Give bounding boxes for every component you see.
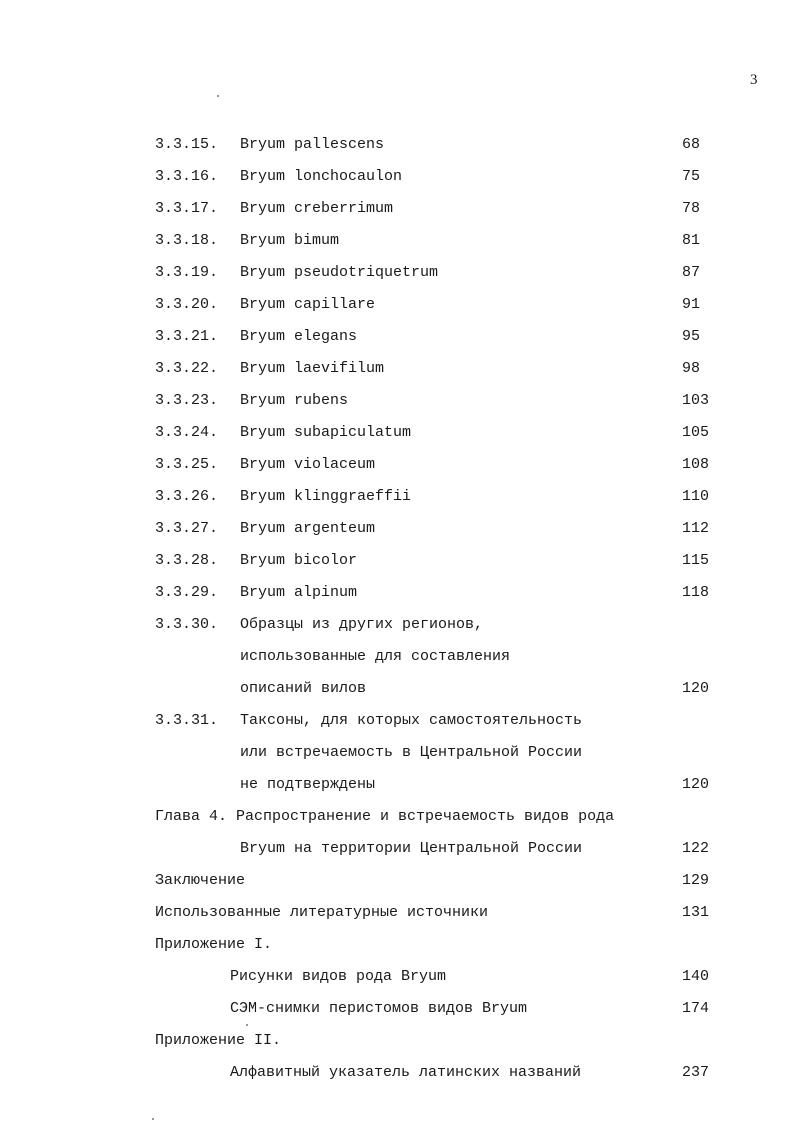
entry-title: использованные для составления: [240, 648, 511, 665]
page-ref: 174: [682, 1000, 710, 1017]
page-ref: 81: [682, 232, 701, 249]
page-ref: 115: [682, 552, 710, 569]
section-title: Приложение II.: [155, 1032, 282, 1049]
page-ref: 131: [682, 904, 710, 921]
section-number: 3.3.27.: [155, 520, 219, 537]
page-ref: 68: [682, 136, 701, 153]
toc-entry: [0, 294, 793, 326]
section-number: 3.3.18.: [155, 232, 219, 249]
entry-title: Bryum pallescens: [240, 136, 385, 153]
section-number: 3.3.31.: [155, 712, 219, 729]
toc-entry: [0, 134, 793, 166]
toc-entry: [0, 230, 793, 262]
section-title: Заключение: [155, 872, 246, 889]
section-title: Приложение I.: [155, 936, 273, 953]
entry-title: Bryum bicolor: [240, 552, 358, 569]
subsection-title: Рисунки видов рода Bryum: [230, 968, 447, 985]
page-ref: 91: [682, 296, 701, 313]
section-number: 3.3.16.: [155, 168, 219, 185]
entry-title: Bryum elegans: [240, 328, 358, 345]
toc-entry: [0, 678, 793, 710]
toc-section: [0, 902, 793, 934]
toc-entry: [0, 198, 793, 230]
page-ref: 122: [682, 840, 710, 857]
section-number: 3.3.29.: [155, 584, 219, 601]
entry-title: Bryum laevifilum: [240, 360, 385, 377]
section-number: 3.3.25.: [155, 456, 219, 473]
section-number: 3.3.21.: [155, 328, 219, 345]
subsection-title: Алфавитный указатель латинских названий: [230, 1064, 582, 1081]
chapter-title-continuation: Bryum на территории Центральной России: [240, 840, 583, 857]
toc-entry: [0, 422, 793, 454]
page-ref: 87: [682, 264, 701, 281]
toc-entry: [0, 262, 793, 294]
toc-entry: [0, 710, 793, 742]
section-number: 3.3.20.: [155, 296, 219, 313]
entry-title: Bryum subapiculatum: [240, 424, 412, 441]
toc-subsection: [0, 966, 793, 998]
page-ref: 75: [682, 168, 701, 185]
scan-speck: [152, 1118, 154, 1120]
chapter-title: Глава 4. Распространение и встречаемость видов рода: [155, 808, 615, 825]
page-ref: 95: [682, 328, 701, 345]
page-ref: 118: [682, 584, 710, 601]
subsection-title: СЭМ-снимки перистомов видов Bryum: [230, 1000, 528, 1017]
entry-title: описаний вилов: [240, 680, 367, 697]
scan-speck: [246, 1024, 248, 1026]
entry-title: Bryum rubens: [240, 392, 349, 409]
section-title: Использованные литературные источники: [155, 904, 489, 921]
toc-entry: [0, 742, 793, 774]
section-number: 3.3.30.: [155, 616, 219, 633]
toc-subsection: [0, 1062, 793, 1094]
table-of-contents: [0, 134, 793, 1094]
toc-entry: [0, 774, 793, 806]
toc-entry: [0, 582, 793, 614]
toc-entry: [0, 486, 793, 518]
entry-title: Образцы из других регионов,: [240, 616, 484, 633]
page-ref: 108: [682, 456, 710, 473]
section-number: 3.3.19.: [155, 264, 219, 281]
toc-chapter: [0, 838, 793, 870]
section-number: 3.3.23.: [155, 392, 219, 409]
page-ref: 120: [682, 680, 710, 697]
toc-section: [0, 870, 793, 902]
entry-title: Bryum klinggraeffii: [240, 488, 412, 505]
page-ref: 98: [682, 360, 701, 377]
entry-title: Bryum bimum: [240, 232, 340, 249]
toc-section: [0, 934, 793, 966]
section-number: 3.3.28.: [155, 552, 219, 569]
toc-section: [0, 1030, 793, 1062]
entry-title: Bryum alpinum: [240, 584, 358, 601]
toc-chapter: [0, 806, 793, 838]
entry-title: не подтверждены: [240, 776, 376, 793]
toc-entry: [0, 358, 793, 390]
toc-entry: [0, 550, 793, 582]
page-ref: 129: [682, 872, 710, 889]
page-ref: 120: [682, 776, 710, 793]
section-number: 3.3.17.: [155, 200, 219, 217]
entry-title: Bryum violaceum: [240, 456, 376, 473]
entry-title: или встречаемость в Центральной России: [240, 744, 583, 761]
section-number: 3.3.24.: [155, 424, 219, 441]
page-ref: 112: [682, 520, 710, 537]
toc-entry: [0, 454, 793, 486]
section-number: 3.3.22.: [155, 360, 219, 377]
page-ref: 237: [682, 1064, 710, 1081]
toc-entry: [0, 326, 793, 358]
toc-entry: [0, 614, 793, 646]
toc-entry: [0, 390, 793, 422]
entry-title: Bryum argenteum: [240, 520, 376, 537]
page-number: 3: [750, 72, 758, 88]
entry-title: Bryum lonchocaulon: [240, 168, 403, 185]
section-number: 3.3.15.: [155, 136, 219, 153]
toc-entry: [0, 518, 793, 550]
page-ref: 110: [682, 488, 710, 505]
page-ref: 140: [682, 968, 710, 985]
page-ref: 78: [682, 200, 701, 217]
entry-title: Таксоны, для которых самостоятельность: [240, 712, 583, 729]
toc-entry: [0, 646, 793, 678]
page-ref: 105: [682, 424, 710, 441]
toc-entry: [0, 166, 793, 198]
entry-title: Bryum pseudotriquetrum: [240, 264, 439, 281]
entry-title: Bryum creberrimum: [240, 200, 394, 217]
section-number: 3.3.26.: [155, 488, 219, 505]
page-ref: 103: [682, 392, 710, 409]
toc-subsection: [0, 998, 793, 1030]
entry-title: Bryum capillare: [240, 296, 376, 313]
scan-speck: [217, 95, 219, 97]
